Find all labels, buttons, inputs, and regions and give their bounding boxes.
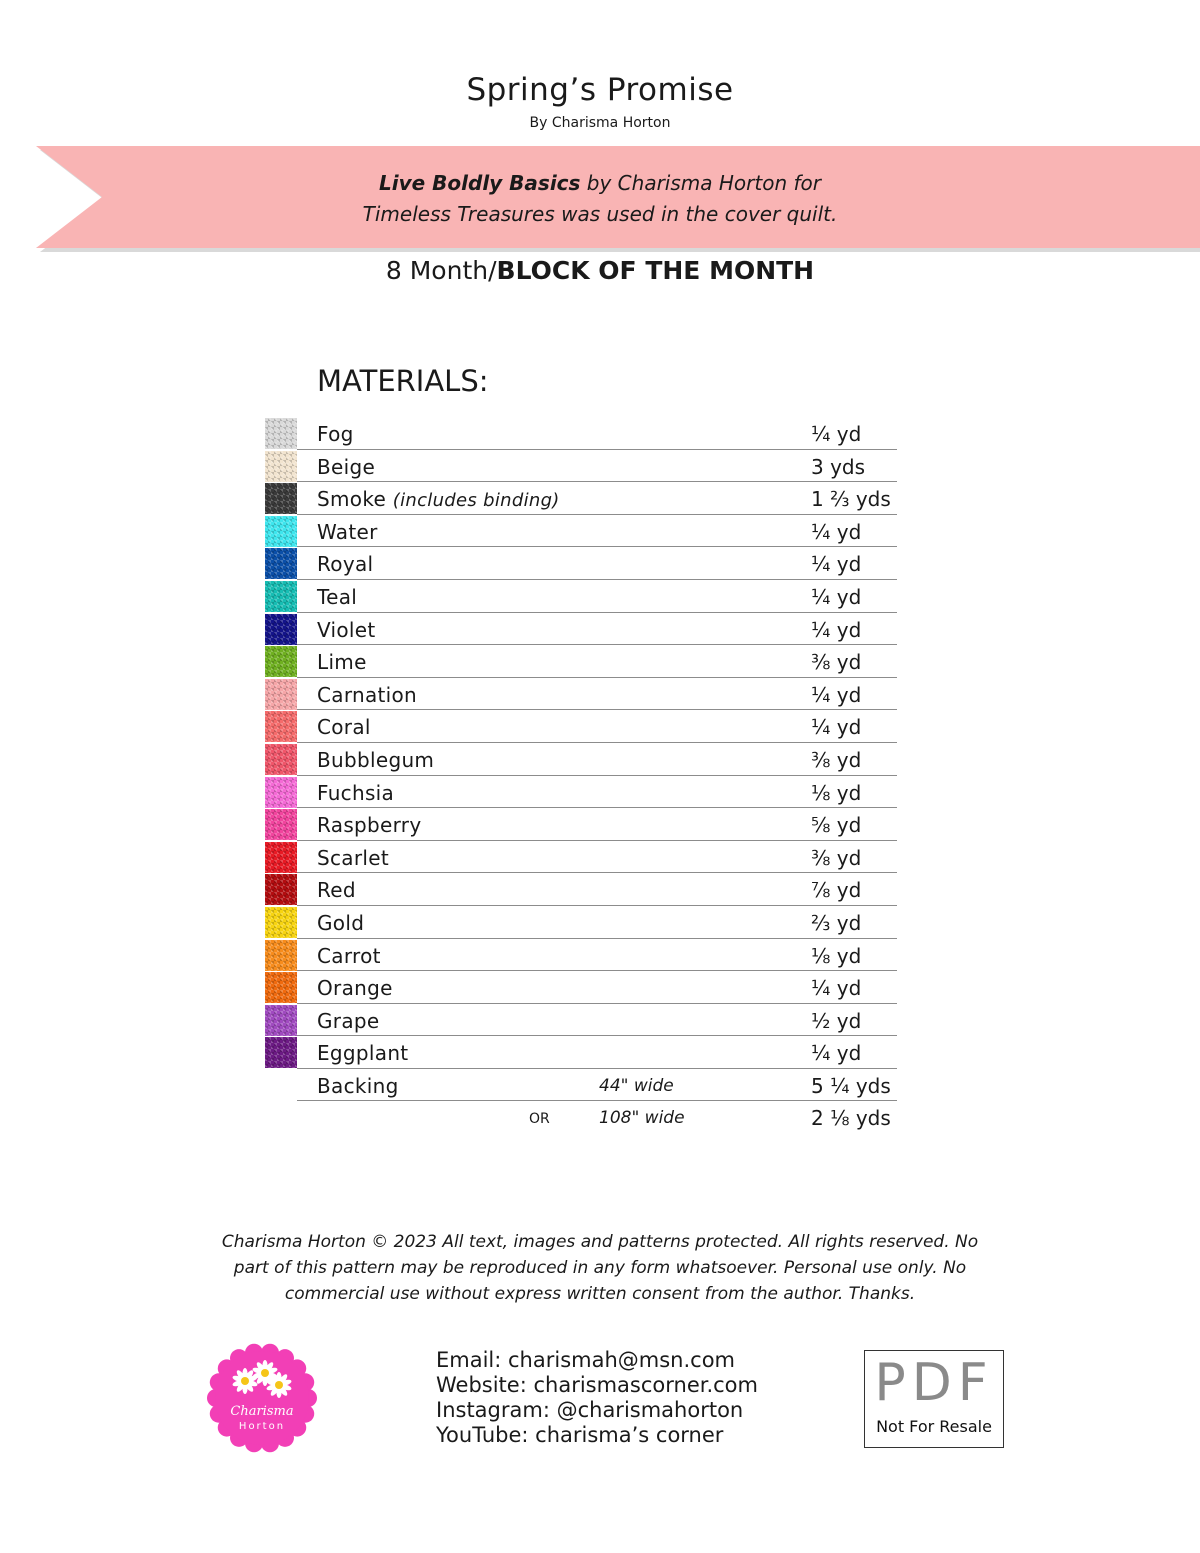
material-quantity: ¼ yd [811, 715, 862, 740]
material-row [264, 808, 897, 841]
material-name-text: Eggplant [317, 1041, 409, 1066]
material-name-text: Teal [317, 584, 358, 609]
material-name-text: Orange [317, 976, 393, 1001]
pdf-badge-caption: Not For Resale [876, 1417, 992, 1436]
banner-line-1-rest: by Charisma Horton for [580, 171, 821, 195]
material-name [317, 650, 367, 674]
materials-list [264, 417, 897, 1134]
material-name [317, 1009, 379, 1033]
material-note: (includes binding) [392, 490, 560, 512]
fabric-swatch [265, 679, 297, 710]
material-name [317, 944, 381, 968]
fabric-swatch [265, 972, 297, 1003]
material-name [317, 520, 378, 544]
contact-youtube[interactable]: YouTube: charisma’s corner [436, 1423, 724, 1447]
contact-info [436, 1348, 758, 1448]
material-name [317, 683, 417, 707]
logo-text-2: Horton [238, 1421, 286, 1432]
material-quantity: ¼ yd [811, 552, 862, 577]
material-row [264, 939, 897, 972]
material-quantity: ½ yd [811, 1008, 862, 1033]
logo-text-1: Charisma [230, 1404, 294, 1419]
material-row [264, 971, 897, 1004]
material-name [317, 911, 364, 935]
material-quantity: ¼ yd [811, 584, 862, 609]
bom-bold: BLOCK OF THE MONTH [496, 256, 815, 285]
material-name-text: Grape [317, 1008, 380, 1033]
material-name [317, 748, 434, 772]
material-quantity: ⅜ yd [811, 747, 862, 772]
material-quantity: ⅜ yd [811, 845, 862, 870]
material-name [317, 422, 354, 446]
fabric-swatch [265, 744, 297, 775]
material-name-text: Royal [317, 552, 374, 577]
material-name-text: Scarlet [317, 845, 389, 870]
fabric-swatch [265, 842, 297, 873]
fabric-swatch [265, 777, 297, 808]
material-row [264, 515, 897, 548]
material-row [264, 547, 897, 580]
fabric-swatch [265, 581, 297, 612]
backing-or: OR [529, 1111, 550, 1128]
material-row [264, 841, 897, 874]
fabric-swatch [265, 548, 297, 579]
fabric-swatch [265, 516, 297, 547]
pdf-badge-title: PDF [874, 1353, 994, 1413]
material-name [317, 618, 376, 642]
material-quantity: ⅝ yd [811, 813, 862, 838]
fabric-swatch [265, 418, 297, 449]
material-name [317, 878, 356, 902]
material-quantity: ⅛ yd [811, 943, 862, 968]
banner-line-1 [0, 168, 1200, 199]
material-name-text: Carrot [317, 943, 381, 968]
material-name-text: Bubblegum [317, 747, 435, 772]
material-row [264, 613, 897, 646]
material-name [317, 487, 560, 511]
material-row [264, 580, 897, 613]
fabric-swatch [265, 614, 297, 645]
material-quantity: ⅜ yd [811, 650, 862, 675]
material-row [264, 1004, 897, 1037]
material-quantity: ⅔ yd [811, 910, 862, 935]
pdf-not-for-resale-badge [864, 1350, 1004, 1448]
fabric-swatch [265, 940, 297, 971]
bom-prefix: 8 Month/ [385, 256, 497, 285]
material-row [264, 710, 897, 743]
material-name [317, 455, 375, 479]
charisma-horton-logo [207, 1343, 317, 1453]
material-name-text: Fuchsia [317, 780, 395, 805]
material-name-text: Beige [317, 454, 376, 479]
material-name [317, 781, 394, 805]
materials-heading: MATERIALS: [317, 364, 489, 398]
material-name [317, 1041, 408, 1065]
block-of-month-heading [0, 256, 1200, 285]
fabric-line-name: Live Boldly Basics [379, 171, 581, 195]
material-name-text: Violet [317, 617, 376, 642]
contact-website[interactable]: Website: charismascorner.com [436, 1373, 758, 1397]
backing-row [264, 1069, 897, 1102]
material-row [264, 482, 897, 515]
backing-quantity-108: 2 ⅛ yds [811, 1106, 891, 1131]
material-row [264, 1036, 897, 1069]
material-row [264, 645, 897, 678]
material-name [317, 585, 357, 609]
material-name [317, 976, 393, 1000]
backing-label: Backing [317, 1073, 399, 1098]
fabric-swatch [265, 483, 297, 514]
fabric-swatch [265, 451, 297, 482]
material-name-text: Coral [317, 715, 371, 740]
material-name-text: Carnation [317, 682, 418, 707]
material-name-text: Water [317, 519, 378, 544]
material-name-text: Lime [317, 650, 367, 675]
fabric-swatch [265, 1005, 297, 1036]
fabric-swatch [265, 907, 297, 938]
copyright-line-3: commercial use without express written consent from the author. Thanks. [284, 1284, 916, 1304]
fabric-swatch [265, 874, 297, 905]
banner-text [0, 168, 1200, 230]
material-row [264, 776, 897, 809]
backing-alt-row [264, 1101, 897, 1134]
material-row [264, 678, 897, 711]
fabric-swatch [265, 711, 297, 742]
material-name-text: Gold [317, 910, 365, 935]
material-name-text: Smoke [317, 487, 387, 512]
material-quantity: ⅛ yd [811, 780, 862, 805]
banner-line-2: Timeless Treasures was used in the cover quilt. [362, 202, 838, 226]
copyright-line-1: Charisma Horton © 2023 All text, images and patterns protected. All rights reserved. No [221, 1232, 979, 1252]
fabric-swatch [265, 1037, 297, 1068]
material-name [317, 846, 389, 870]
material-row [264, 417, 897, 450]
material-quantity: ¼ yd [811, 519, 862, 544]
contact-instagram[interactable]: Instagram: @charismahorton [436, 1398, 744, 1422]
pattern-title: Spring’s Promise [466, 72, 734, 108]
material-name [317, 813, 421, 837]
material-name-text: Raspberry [317, 813, 422, 838]
fabric-swatch [265, 809, 297, 840]
material-quantity: ¼ yd [811, 617, 862, 642]
material-name [317, 552, 373, 576]
copyright-notice [0, 1229, 1200, 1307]
contact-email[interactable]: Email: charismah@msn.com [436, 1348, 736, 1372]
material-name-text: Fog [317, 422, 354, 446]
material-row [264, 873, 897, 906]
material-quantity: ¼ yd [811, 682, 862, 707]
material-quantity: ¼ yd [811, 976, 862, 1001]
copyright-line-2: part of this pattern may be reproduced in any form whatsoever. Personal use only. No [233, 1258, 967, 1278]
material-row [264, 743, 897, 776]
backing-width-44: 44" wide [599, 1075, 674, 1096]
material-quantity: ¼ yd [811, 1041, 862, 1066]
material-quantity: ¼ yd [811, 422, 862, 446]
material-quantity: ⅞ yd [811, 878, 862, 903]
fabric-swatch [265, 646, 297, 677]
pattern-byline: By Charisma Horton [529, 115, 671, 131]
material-quantity: 3 yds [811, 454, 866, 479]
material-row [264, 450, 897, 483]
material-name-text: Red [317, 878, 356, 903]
backing-width-108: 108" wide [599, 1108, 685, 1129]
material-quantity: 1 ⅔ yds [811, 487, 891, 512]
material-row [264, 906, 897, 939]
backing-quantity-44: 5 ¼ yds [811, 1073, 891, 1098]
material-name [317, 715, 371, 739]
